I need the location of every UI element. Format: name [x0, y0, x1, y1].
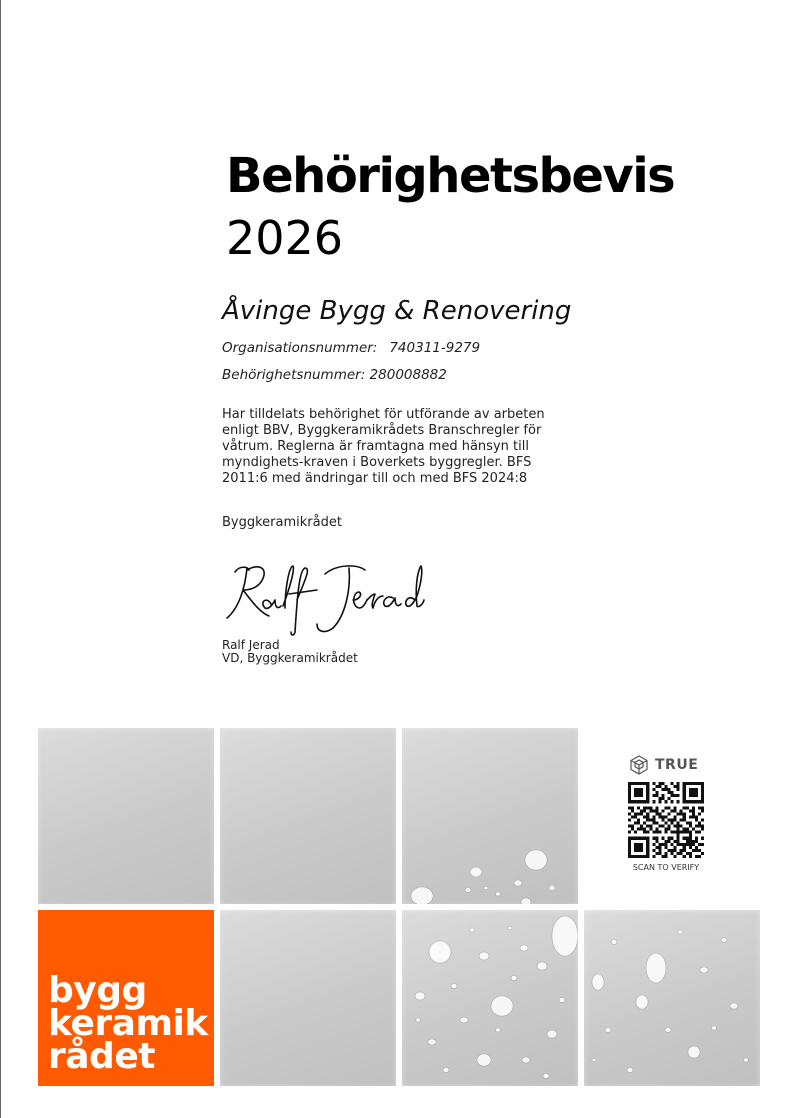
certificate-body-text: Har tilldelats behörighet för utförande av arbeten enligt BBV, Byggkeramikrådets Branschregler för våtrum. Reglerna är framtagna med hänsyn till myndighets-kraven i Boverkets byggregler. BFS 2011:6 med ändringar till och med BFS 2024:8 — [222, 407, 545, 486]
signatory — [222, 639, 358, 665]
logo-text: bygg keramik rådet — [48, 970, 208, 1077]
tile — [220, 910, 396, 1086]
signature-image — [225, 560, 425, 638]
org-number — [222, 340, 480, 356]
byggkeramikradet-logo — [38, 910, 214, 1086]
certificate-title: Behörighetsbevis — [226, 148, 675, 204]
signatory-name: Ralf Jerad — [222, 638, 280, 652]
tile-with-droplets — [402, 910, 578, 1086]
org-number-value: 740311-9279 — [389, 340, 481, 356]
signatory-title: VD, Byggkeramikrådet — [222, 651, 358, 665]
qr-code[interactable] — [628, 782, 704, 858]
tile — [220, 728, 396, 904]
page-edge — [0, 0, 1, 1118]
cube-icon — [628, 754, 650, 776]
issuer-name: Byggkeramikrådet — [222, 515, 342, 530]
authorization-number: Behörighetsnummer: 280008882 — [222, 367, 447, 383]
scan-to-verify-label: SCAN TO VERIFY — [632, 863, 700, 872]
tile-with-droplets — [402, 728, 578, 904]
verification-block — [612, 750, 720, 880]
company-name: Åvinge Bygg & Renovering — [222, 296, 572, 326]
certificate-year: 2026 — [226, 211, 344, 265]
tile-with-droplets — [584, 910, 760, 1086]
org-number-label: Organisationsnummer: — [222, 340, 378, 356]
true-label: TRUE — [655, 757, 699, 773]
tile — [38, 728, 214, 904]
true-brand — [628, 754, 698, 776]
